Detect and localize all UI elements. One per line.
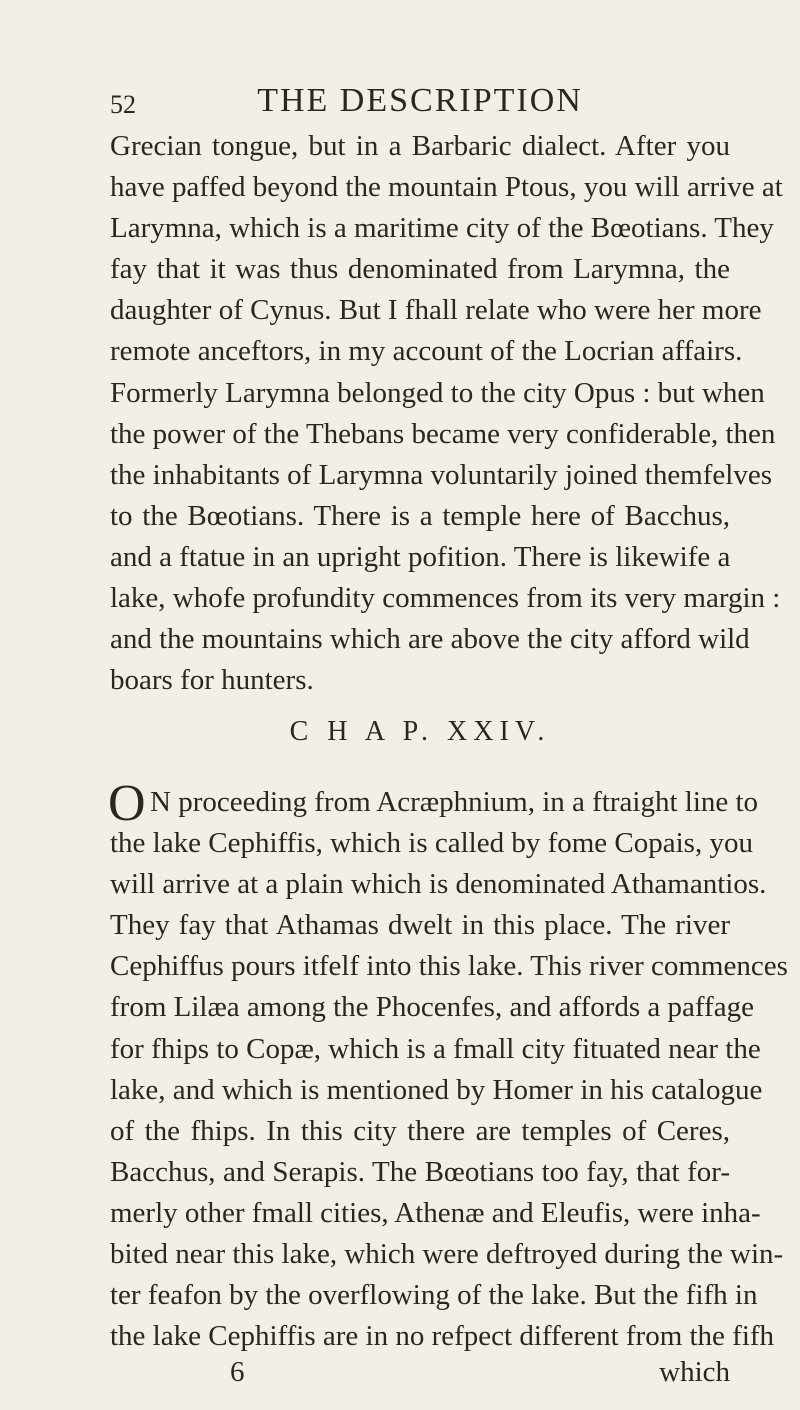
text-line: the power of the Thebans became very confiderable, then — [110, 417, 776, 450]
signature-mark: 6 — [230, 1356, 245, 1388]
text-line: merly other fmall cities, Athenæ and Eleufis, were inha- — [110, 1196, 761, 1229]
text-line: will arrive at a plain which is denominated Athamantios. — [110, 868, 767, 901]
text-line: Cephiffus pours itfelf into this lake. This river commences — [110, 950, 788, 983]
text-line: lake, and which is mentioned by Homer in his catalogue — [110, 1073, 763, 1106]
text-line: daughter of Cynus. But I fhall relate who were her more — [110, 294, 762, 327]
text-line: from Lilæa among the Phocenfes, and affords a paffage — [110, 991, 754, 1024]
text-line: to the Bœotians. There is a temple here of Bacchus, — [110, 499, 730, 532]
text-line: Formerly Larymna belonged to the city Opus : but when — [110, 376, 765, 409]
text-line: the lake Cephiffis are in no refpect different from the fifh — [110, 1320, 775, 1353]
text-line: and a ftatue in an upright pofition. There is likewife a — [110, 540, 731, 573]
text-line: remote anceftors, in my account of the Locrian affairs. — [110, 335, 743, 368]
text-line: have paffed beyond the mountain Ptous, you will arrive at — [110, 171, 783, 204]
page-footer — [110, 1356, 730, 1396]
text-line: the inhabitants of Larymna voluntarily joined themfelves — [110, 458, 772, 491]
text-line: bited near this lake, which were deftroyed during the win- — [110, 1238, 784, 1271]
page-header — [110, 82, 730, 122]
chapter-heading: C H A P. XXIV. — [289, 716, 551, 747]
page-number: 52 — [110, 90, 136, 119]
paragraph-1 — [110, 126, 783, 701]
text-line: ter feafon by the overflowing of the lake. But the fifh in — [110, 1279, 758, 1312]
catchword: which — [659, 1356, 730, 1388]
text-line: for fhips to Copæ, which is a fmall city fituated near the — [110, 1032, 761, 1065]
text-line: boars for hunters. — [110, 664, 314, 697]
text-line: N proceeding from Acræphnium, in a ftraight line to — [150, 786, 759, 818]
text-line: of the fhips. In this city there are temples of Ceres, — [110, 1114, 730, 1147]
text-line: Bacchus, and Serapis. The Bœotians too fay, that for- — [110, 1155, 730, 1188]
paragraph-2 — [110, 782, 788, 1357]
text-line: the lake Cephiffis, which is called by fome Copais, you — [110, 827, 753, 860]
drop-cap: O — [108, 775, 146, 832]
text-line: Larymna, which is a maritime city of the Bœotians. They — [110, 212, 774, 245]
text-line: lake, whofe profundity commences from its very margin : — [110, 582, 781, 615]
running-head: THE DESCRIPTION — [257, 82, 583, 119]
text-line: fay that it was thus denominated from Larymna, the — [110, 253, 730, 286]
text-line: and the mountains which are above the city afford wild — [110, 623, 750, 656]
text-line: They fay that Athamas dwelt in this place. The river — [110, 909, 730, 942]
text-line: Grecian tongue, but in a Barbaric dialect. After you — [110, 130, 730, 162]
